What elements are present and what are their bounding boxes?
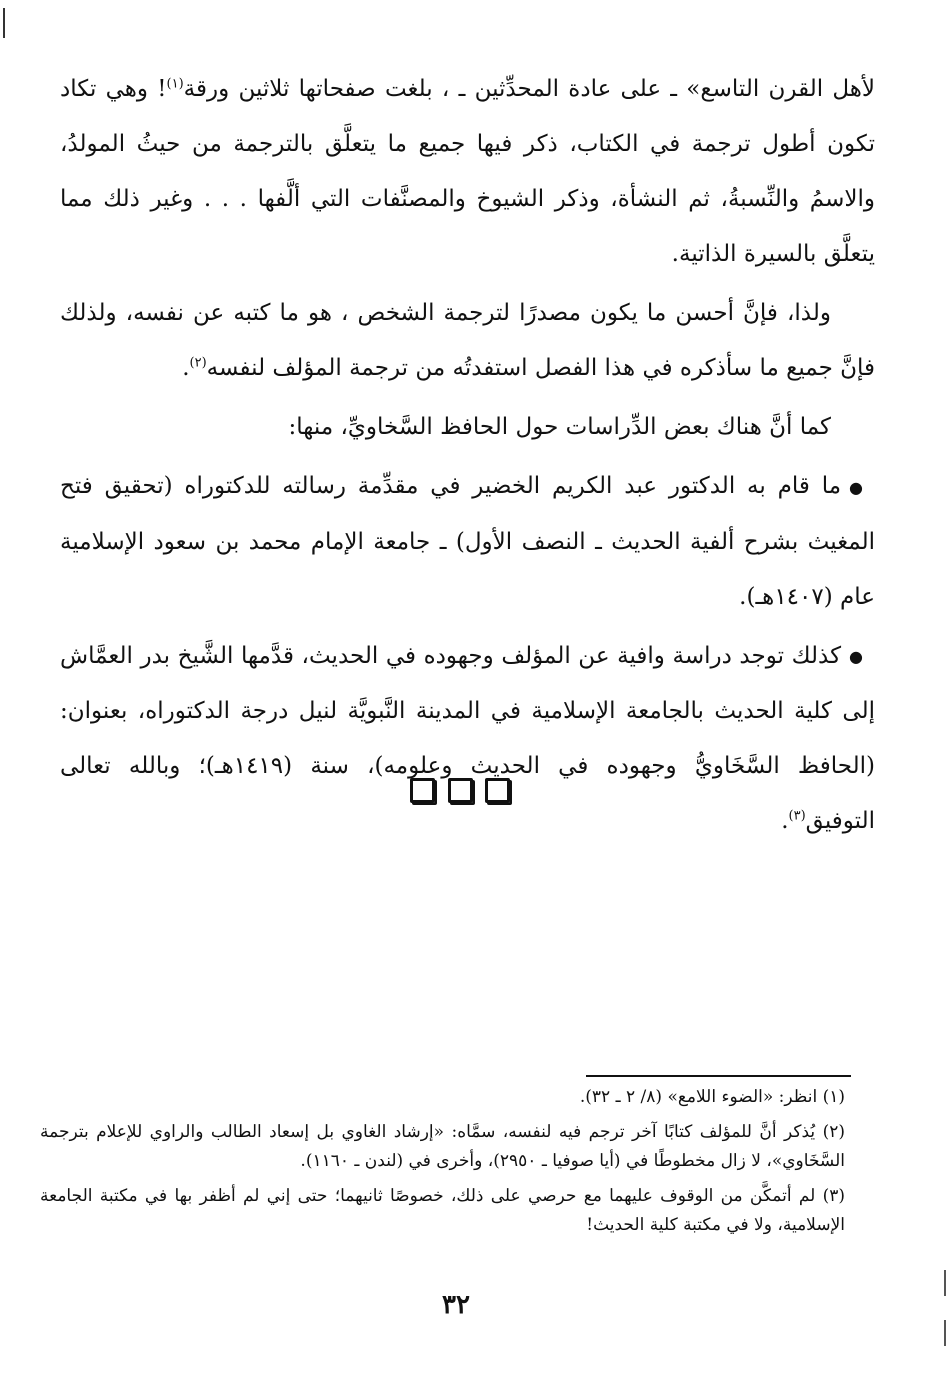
section-divider [410, 778, 510, 802]
bullet-icon: ● [849, 477, 863, 497]
footnote-separator [586, 1075, 851, 1077]
footnote-ref-3[interactable]: (٣) [788, 808, 806, 824]
footnote-2: (٢) يُذكر أنَّ للمؤلف كتابًا آخر ترجم فيه لنفسه، سمَّاه: «إرشاد الغاوي بل إسعاد الطالب والراوي للإعلام بترجمة السَّخَاوي»، لا زال مخطوطًا في (أيا صوفيا ـ ٢٩٥٠)، وأخرى في (لندن ـ ١١٦٠). [40, 1122, 845, 1171]
paragraph-2: ولذا، فإنَّ أحسن ما يكون مصدرًا لترجمة الشخص ، هو ما كتبه عن نفسه، ولذلك فإنَّ جميع ما سأذكره في هذا الفصل استفدتُه من ترجمة المؤلف لنفسه$^{(٢)}$. [60, 300, 875, 381]
page-number: ٣٢ [442, 1290, 470, 1320]
square-ornament-icon [410, 778, 435, 803]
footnotes [40, 1083, 845, 1246]
bullet-item-2: ●كذلك توجد دراسة وافية عن المؤلف وجهوده في الحديث، قدَّمها الشَّيخ بدر العمَّاش إلى كلية الحديث بالجامعة الإسلامية في المدينة النَّبويَّة لنيل درجة الدكتوراه، بعنوان: (الحافظ السَّخَاويُّ وجهوده في الحديث وعلومه)، سنة (١٤١٩هـ)؛ وبالله تعالى التوفيق$^{(٣)}$. [60, 629, 875, 850]
body-text [60, 62, 875, 849]
square-ornament-icon [448, 778, 473, 803]
main-text-block [60, 62, 875, 853]
scan-edge-mark [944, 1270, 946, 1296]
footnote-3: (٣) لم أتمكَّن من الوقوف عليهما مع حرصي على ذلك، خصوصًا ثانيهما؛ حتى إني لم أظفر بها في مكتبة الجامعة الإسلامية، ولا في مكتبة كلية الحديث! [40, 1186, 845, 1235]
scan-edge-mark [3, 8, 5, 38]
bullet-icon: ● [849, 647, 863, 666]
footnote-1: (١) انظر: «الضوء اللامع» (٨/ ٢ ـ ٣٢). [579, 1087, 845, 1107]
bullet-item-1: ●ما قام به الدكتور عبد الكريم الخضير في مقدِّمة رسالته للدكتوراه (تحقيق فتح المغيث بشرح ألفية الحديث ـ النصف الأول) ـ جامعة الإمام محمد بن سعود الإسلامية عام (١٤٠٧هـ). [60, 459, 875, 625]
paragraph-3: كما أنَّ هناك بعض الدِّراسات حول الحافظ السَّخاويِّ، منها: [288, 414, 831, 440]
footnote-ref-1[interactable]: (١) [166, 76, 184, 92]
paragraph-1: لأهل القرن التاسع» ـ على عادة المحدِّثين ـ ، بلغت صفحاتها ثلاثين ورقة$^{(١)}$! وهي تكاد تكون أطول ترجمة في الكتاب، ذكر فيها جميع ما يتعلَّق بالترجمة من حيثُ المولدُ، والاسمُ والنِّسبةُ، ثم النشأة، وذكر الشيوخ والمصنَّفات التي ألَّفها . . . وغير ذلك مما يتعلَّق بالسيرة الذاتية. [60, 76, 876, 267]
footnote-ref-2[interactable]: (٢) [189, 355, 207, 371]
square-ornament-icon [485, 778, 510, 803]
scan-edge-mark [944, 1320, 946, 1346]
